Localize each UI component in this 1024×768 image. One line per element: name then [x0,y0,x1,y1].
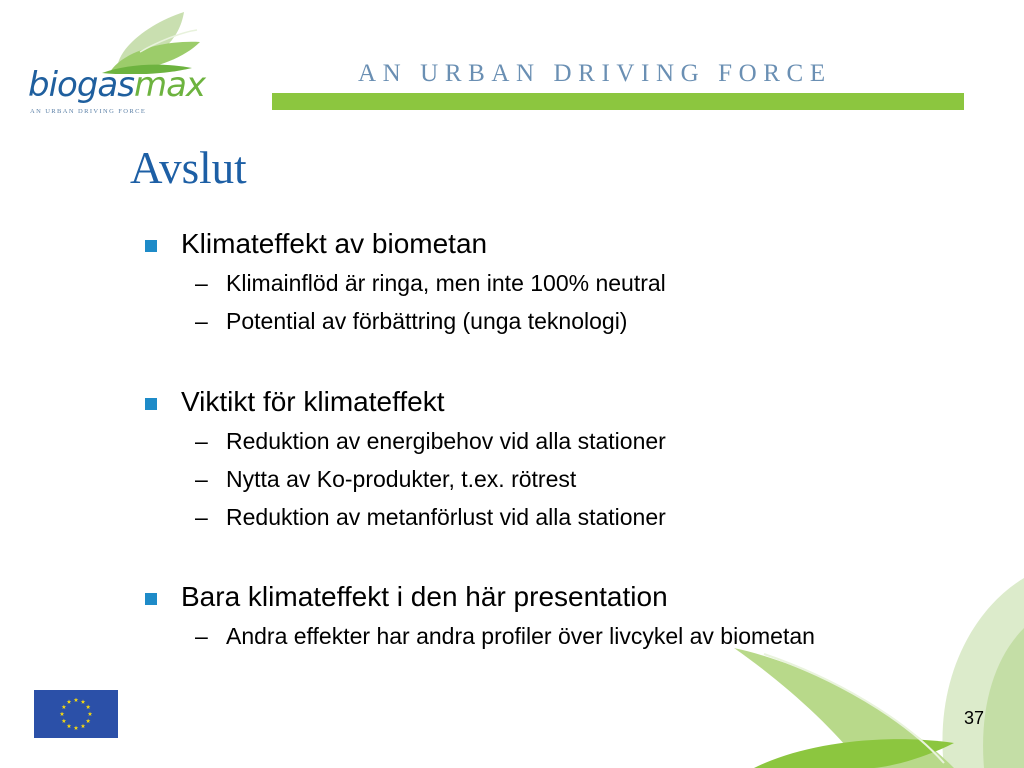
sub-bullet-text: Klimainflöd är ringa, men inte 100% neutral [226,270,666,296]
logo-word-biogas: biogas [28,65,134,105]
sub-bullet-text: Nytta av Ko-produkter, t.ex. rötrest [226,466,577,492]
bullet-square-icon [145,240,157,252]
eu-flag-icon [34,690,118,738]
sub-bullet-dash: – [195,466,208,492]
bullet-square-icon [145,398,157,410]
page-number: 37 [964,708,985,728]
logo-tagline: AN URBAN DRIVING FORCE [30,108,147,115]
sub-bullet-text: Andra effekter har andra profiler över livcykel av biometan [226,623,815,649]
bullet-text: Bara klimateffekt i den här presentation [181,581,668,612]
sub-bullet-text: Reduktion av energibehov vid alla stationer [226,428,666,454]
bullet-text: Klimateffekt av biometan [181,228,488,259]
sub-bullet-text: Potential av förbättring (unga teknologi) [226,308,628,334]
sub-bullet-dash: – [195,270,208,296]
sub-bullet-dash: – [195,623,208,649]
header-tagline: AN URBAN DRIVING FORCE [358,60,832,87]
logo-word-max: max [133,65,206,105]
sub-bullet-dash: – [195,428,208,454]
bullet-text: Viktikt för klimateffekt [181,386,445,417]
bullet-square-icon [145,593,157,605]
sub-bullet-text: Reduktion av metanförlust vid alla stationer [226,504,666,530]
slide-title: Avslut [130,143,247,193]
sub-bullet-dash: – [195,504,208,530]
sub-bullet-dash: – [195,308,208,334]
